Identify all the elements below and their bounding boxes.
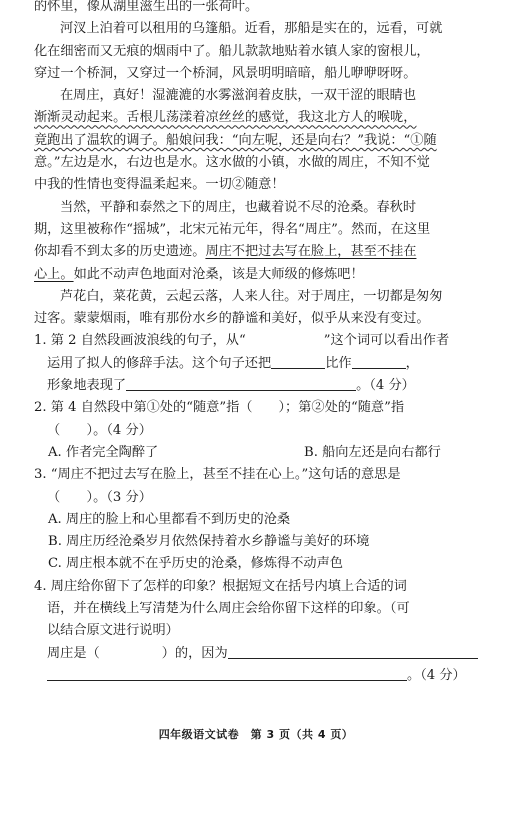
- passage-line: 的怀里，像从湖里滋生出的一张荷叶。: [34, 0, 259, 14]
- wavy-underlined-sentence: 竟跑出了温软的调子。船娘问我：“向左呢，还是向右？”我说：“①随: [34, 132, 437, 148]
- exam-page: [34, 0, 480, 687]
- question-text: 周庄是（: [47, 645, 100, 661]
- question-2: [34, 397, 480, 419]
- question-4-line: [34, 665, 480, 687]
- wavy-underlined-sentence: 渐渐灵动起来。舌根儿荡漾着凉丝丝的感觉，我这北方人的喉咙，: [34, 110, 417, 126]
- answer-blank[interactable]: [47, 666, 407, 681]
- underlined-sentence: 周庄不把过去写在脸上，甚至不挂在: [205, 244, 417, 260]
- passage-line: [34, 241, 480, 263]
- passage-line: 意。”左边是水，右边也是水。这水做的小镇，水做的周庄，不知不觉: [34, 155, 430, 171]
- question-4-line: 以结合原文进行说明）: [47, 623, 179, 639]
- score-label: 。（4 分）: [407, 667, 466, 683]
- answer-blank[interactable]: [271, 354, 325, 369]
- answer-blank[interactable]: [352, 354, 406, 369]
- passage-line: 中我的性情也变得温柔起来。一切②随意！: [34, 177, 285, 193]
- option-b[interactable]: B. 周庄历经沧桑岁月依然保持着水乡静谧与美好的环境: [48, 534, 370, 550]
- passage-line: 穿过一个桥洞，又穿过一个桥洞，风景明明暗暗，船儿咿咿呀呀。: [34, 65, 417, 81]
- answer-blank[interactable]: [126, 376, 356, 391]
- passage-line: 河汊上泊着可以租用的乌篷船。近看，那船是实在的，远看，可就: [60, 21, 443, 37]
- option-a[interactable]: A. 周庄的脸上和心里都看不到历史的沧桑: [48, 511, 291, 527]
- score-label: 。（4 分）: [356, 378, 415, 394]
- underlined-sentence: 心上。: [34, 266, 74, 282]
- page-footer: 四年级语文试卷 第 3 页（共 4 页）: [158, 728, 354, 741]
- question-1-line: [34, 353, 480, 375]
- passage-line: 当然，平静和泰然之下的周庄，也藏着说不尽的沧桑。春秋时: [60, 199, 417, 215]
- question-text: ”这个词可以看出作者: [323, 333, 450, 349]
- option-c[interactable]: C. 周庄根本就不在乎历史的沧桑，修炼得不动声色: [48, 556, 343, 572]
- passage-line: 化在细密而又无痕的烟雨中了。船儿款款地贴着水镇人家的窗根儿，: [34, 43, 430, 59]
- passage-line: 过客。蒙蒙烟雨，唯有那份水乡的静谧和美好，似乎从来没有变过。: [34, 311, 430, 327]
- question-text: 运用了拟人的修辞手法。这个句子还把: [47, 355, 272, 371]
- answer-blank[interactable]: [228, 644, 478, 659]
- question-4-line: 语，并在横线上写清楚为什么周庄会给你留下这样的印象。（可: [47, 601, 410, 617]
- question-4: 4. 周庄给你留下了怎样的印象？根据短文在括号内填上合适的词: [34, 578, 407, 594]
- option-b[interactable]: B. 船向左还是向右都行: [304, 444, 441, 460]
- passage-line: 在周庄，真好！湿漉漉的水雾滋润着皮肤，一双干涩的眼睛也: [60, 88, 417, 104]
- question-text: 比作: [325, 355, 352, 371]
- question-1: [34, 330, 480, 352]
- passage-line: [34, 130, 480, 152]
- question-1-line: [34, 375, 480, 397]
- passage-line: [34, 107, 480, 129]
- question-4-line: [34, 643, 480, 665]
- option-a[interactable]: A. 作者完全陶醉了: [48, 444, 159, 460]
- question-3: 3. “周庄不把过去写在脸上，甚至不挂在心上。”这句话的意思是: [34, 467, 401, 483]
- passage-text: 如此不动声色地面对沧桑，该是大师级的修炼吧！: [73, 266, 364, 282]
- passage-line: 期，这里被称作“摇城”，北宋元祐元年，得名“周庄”。然而，在这里: [34, 221, 431, 237]
- question-2-options: [34, 442, 480, 464]
- passage-line: [34, 264, 480, 286]
- question-2-line: （ ）。（4 分）: [47, 422, 152, 438]
- question-text: 形象地表现了: [47, 378, 127, 394]
- question-3-line: （ ）。（3 分）: [47, 489, 152, 505]
- passage-text: 你却看不到太多的历史遗迹。: [34, 244, 206, 260]
- question-text: ）的，因为: [161, 645, 228, 661]
- question-text: 1. 第 2 自然段画波浪线的句子，从“: [34, 333, 246, 349]
- question-text: ，: [405, 355, 419, 371]
- passage-line: 芦花白，菜花黄，云起云落，人来人往。对于周庄，一切都是匆匆: [60, 288, 443, 304]
- question-text: ）；第②处的“随意”指: [278, 400, 405, 416]
- question-text: 2. 第 4 自然段中第①处的“随意”指（: [34, 400, 253, 416]
